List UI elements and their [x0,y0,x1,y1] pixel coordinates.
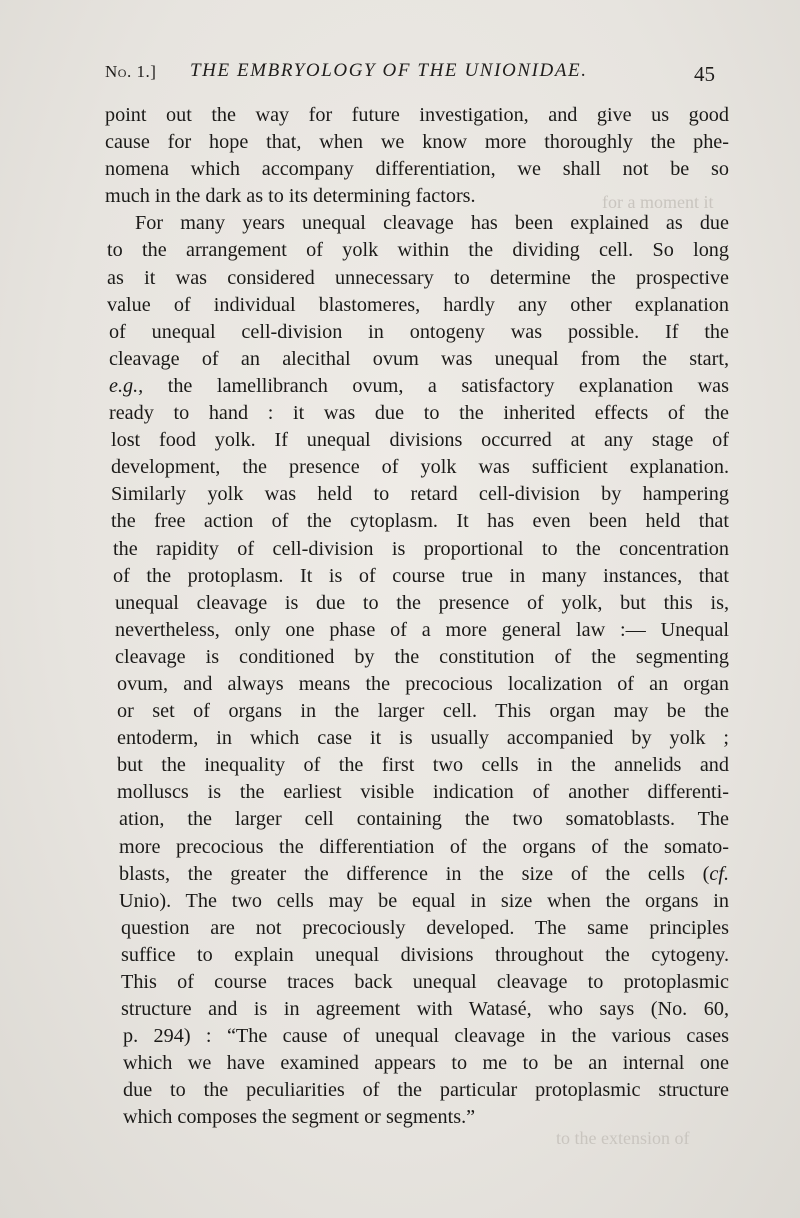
text-line: value of individual blastomeres, hardly any other explanation [107,293,729,316]
issue-number: No. 1.] [105,62,157,81]
text-line: cleavage is conditioned by the constitution of the segmenting [115,645,729,668]
text-line-with-italic: e.g., the lamellibranch ovum, a satisfactory explanation was [109,374,729,397]
text-line: cause for hope that, when we know more thoroughly the phe- [105,131,729,154]
text-line: the rapidity of cell-division is proportional to the concentration [113,537,729,560]
text-line: molluscs is the earliest visible indication of another differenti- [117,781,729,804]
bleed-through-text-top: for a moment it [602,192,714,212]
text-line: the free action of the cytoplasm. It has even been held that [111,510,729,533]
text-line: point out the way for future investigation, and give us good [105,104,729,126]
italic-eg: e.g., [109,374,144,397]
page-number: 45 [694,62,715,86]
text-line: of unequal cell-division in ontogeny was possible. If the [109,320,729,343]
body-text [105,102,729,1132]
text-line: entoderm, in which case it is usually accompanied by yolk ; [117,727,729,750]
text-line: of the protoplasm. It is of course true in many instances, that [113,564,729,587]
text-line: This of course traces back unequal cleavage to protoplasmic [121,971,729,993]
text-line: more precocious the differentiation of the organs of the somato- [119,835,729,858]
text-line: development, the presence of yolk was sufficient explanation. [111,456,729,479]
running-header [105,58,715,88]
text-line: much in the dark as to its determining factors. [105,185,476,208]
paragraph-first-line: For many years unequal cleavage has been explained as due [135,212,729,235]
running-title: THE EMBRYOLOGY OF THE UNIONIDAE. [190,60,588,81]
text-line: cleavage of an alecithal ovum was unequal from the start, [109,347,729,370]
text-line: ready to hand : it was due to the inherited effects of the [109,402,729,425]
text-line: question are not precociously developed. The same principles [121,916,729,939]
text-line: unequal cleavage is due to the presence of yolk, but this is, [115,591,729,614]
text-line: which we have examined appears to me to be an internal one [123,1052,729,1075]
text-line: suffice to explain unequal divisions throughout the cytogeny. [121,943,729,966]
text-line: Unio). The two cells may be equal in size when the organs in [119,889,729,912]
text-line: nomena which accompany differentiation, we shall not be so [105,158,729,181]
text-line: but the inequality of the first two cells in the annelids and [117,754,729,777]
text-line: lost food yolk. If unequal divisions occurred at any stage of [111,429,729,452]
text-line: to the arrangement of yolk within the dividing cell. So long [107,239,729,262]
text-line: as it was considered unnecessary to determine the prospective [107,266,729,289]
text-line: which composes the segment or segments.” [123,1106,476,1129]
text-line: ation, the larger cell containing the two somatoblasts. The [119,808,729,831]
bleed-through-text-bottom: to the extension of [556,1128,690,1148]
text-line-with-italic: blasts, the greater the difference in the size of the cells (cf. [119,862,729,885]
text-line: Similarly yolk was held to retard cell-division by hampering [111,483,729,506]
text-line: structure and is in agreement with Watasé, who says (No. 60, [121,998,729,1021]
text-line: or set of organs in the larger cell. This organ may be the [117,700,729,723]
text-line: nevertheless, only one phase of a more general law :— Unequal [115,618,729,641]
text-line: p. 294) : “The cause of unequal cleavage in the various cases [123,1025,729,1048]
text-line: due to the peculiarities of the particular protoplasmic structure [123,1079,729,1102]
text-line: ovum, and always means the precocious localization of an organ [117,672,729,695]
italic-cf: cf. [709,862,729,885]
